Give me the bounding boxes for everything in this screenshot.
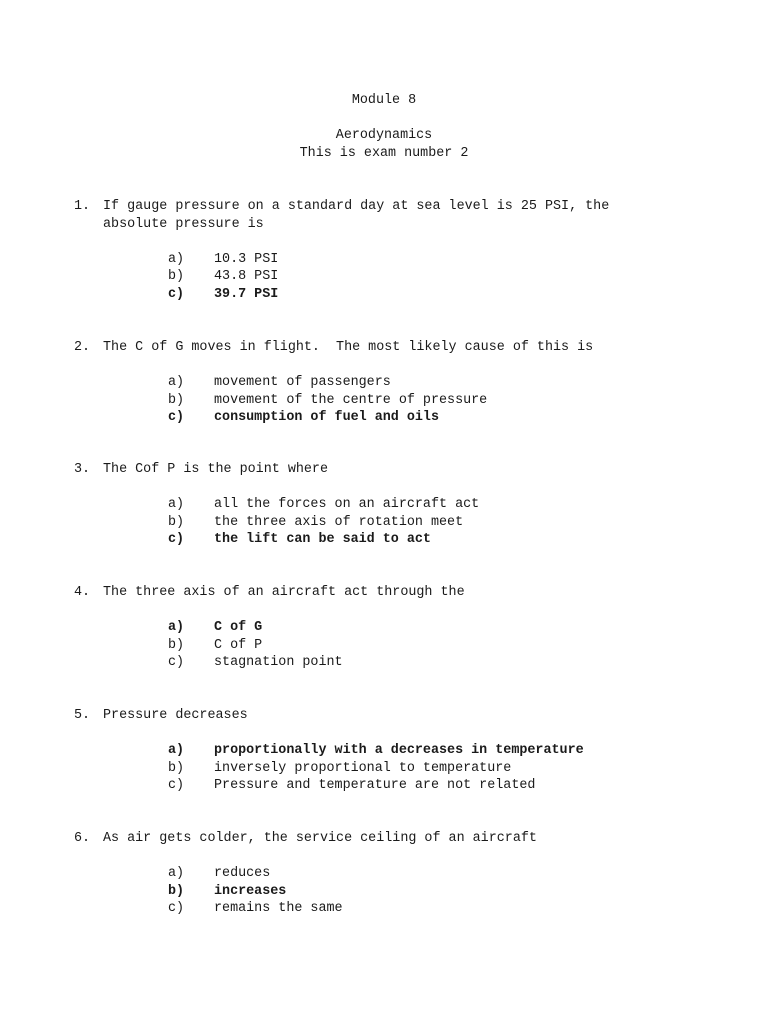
answer-option-letter: b) (168, 637, 185, 653)
answer-option-text-correct: proportionally with a decreases in temperature (214, 743, 584, 758)
answer-option-letter-correct: b) (168, 883, 185, 899)
question-text: As air gets colder, the service ceiling of an aircraft (103, 831, 537, 846)
question-number: 5. (74, 708, 91, 723)
subject-heading: Aerodynamics (335, 128, 433, 143)
question-number: 4. (74, 585, 91, 600)
answer-option-text-correct: C of G (214, 620, 263, 635)
answer-option-text-correct: consumption of fuel and oils (214, 410, 439, 426)
answer-option-letter: b) (168, 269, 185, 285)
answer-option-text: Pressure and temperature are not related (214, 778, 536, 794)
question-text: Pressure decreases (103, 708, 248, 723)
answer-option-text: 10.3 PSI (214, 251, 279, 267)
question-number: 2. (74, 340, 91, 355)
answer-option-text-correct: the lift can be said to act (214, 532, 431, 548)
answer-option-text: remains the same (214, 901, 343, 917)
answer-option-text-correct: 39.7 PSI (214, 286, 279, 302)
answer-option-text-correct: increases (214, 883, 287, 899)
answer-option-letter: a) (168, 497, 185, 512)
answer-option-letter: c) (168, 778, 185, 794)
answer-option-letter-correct: a) (168, 620, 185, 635)
question-text: The three axis of an aircraft act through the (103, 585, 465, 600)
answer-option-letter: c) (168, 655, 185, 671)
question-number: 1. (74, 199, 91, 214)
answer-option-letter-correct: a) (168, 743, 185, 758)
answer-option-letter: b) (168, 514, 185, 530)
module-heading: Module 8 (351, 93, 417, 108)
question-text: The Cof P is the point where (103, 462, 328, 477)
question-number: 3. (74, 462, 91, 477)
answer-option-text: movement of the centre of pressure (214, 392, 488, 408)
answer-option-letter-correct: c) (168, 286, 185, 302)
exam-number-heading: This is exam number 2 (299, 146, 469, 161)
answer-option-text: stagnation point (214, 655, 343, 671)
answer-option-letter-correct: c) (168, 410, 185, 426)
question-text: absolute pressure is (103, 216, 264, 232)
answer-option-text: reduces (214, 866, 271, 881)
answer-option-text: movement of passengers (214, 375, 391, 390)
answer-option-text: inversely proportional to temperature (214, 760, 512, 776)
answer-option-letter: c) (168, 901, 185, 917)
question-text: If gauge pressure on a standard day at sea level is 25 PSI, the (103, 199, 610, 214)
answer-option-text: 43.8 PSI (214, 269, 279, 285)
question-number: 6. (74, 831, 91, 846)
answer-option-text: C of P (214, 637, 263, 653)
answer-option-text: all the forces on an aircraft act (214, 497, 480, 512)
answer-option-text: the three axis of rotation meet (214, 514, 464, 530)
answer-option-letter: b) (168, 760, 185, 776)
answer-option-letter: a) (168, 375, 185, 390)
answer-option-letter: a) (168, 251, 185, 267)
question-text: The C of G moves in flight. The most likely cause of this is (103, 340, 594, 355)
answer-option-letter: b) (168, 392, 185, 408)
answer-option-letter-correct: c) (168, 532, 185, 548)
answer-option-letter: a) (168, 866, 185, 881)
